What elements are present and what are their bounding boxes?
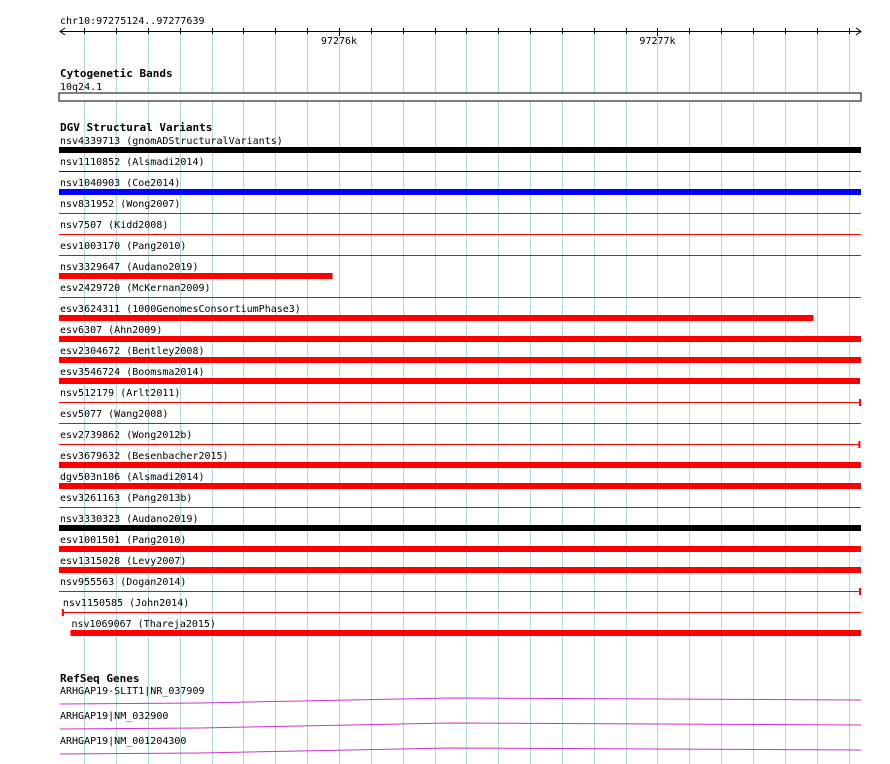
dgv-feature-bar[interactable] xyxy=(70,630,861,636)
dgv-feature-label: esv1001501 (Pang2010) xyxy=(60,535,187,546)
cytoband-label: 10q24.1 xyxy=(60,82,103,93)
dgv-feature[interactable] xyxy=(59,451,861,468)
dgv-feature[interactable] xyxy=(59,514,861,531)
dgv-feature-label: nsv955563 (Dogan2014) xyxy=(60,577,187,588)
dgv-feature[interactable] xyxy=(59,220,861,235)
dgv-feature[interactable] xyxy=(59,262,333,279)
dgv-feature-label: nsv4339713 (gnomADStructuralVariants) xyxy=(60,136,283,147)
dgv-features xyxy=(59,136,861,636)
dgv-feature-bar[interactable] xyxy=(59,525,861,531)
dgv-feature-bar[interactable] xyxy=(59,483,861,489)
dgv-feature-bar[interactable] xyxy=(59,378,860,384)
ruler-tick-label: 97277k xyxy=(639,36,676,47)
refseq-track-title: RefSeq Genes xyxy=(60,672,140,685)
dgv-feature[interactable] xyxy=(59,304,814,321)
dgv-feature-label: esv6307 (Ahn2009) xyxy=(60,325,163,336)
cytoband-track-title: Cytogenetic Bands xyxy=(60,67,173,80)
locus-label: chr10:97275124..97277639 xyxy=(60,16,205,27)
dgv-feature-bar[interactable] xyxy=(59,357,861,363)
dgv-feature[interactable] xyxy=(59,346,861,363)
dgv-feature[interactable] xyxy=(59,577,860,595)
dgv-feature-label: esv1003170 (Pang2010) xyxy=(60,241,187,252)
dgv-feature-bar[interactable] xyxy=(59,546,861,552)
dgv-feature[interactable] xyxy=(59,178,861,195)
dgv-feature-bar[interactable] xyxy=(59,147,861,153)
dgv-feature-bar[interactable] xyxy=(59,315,814,321)
dgv-feature[interactable] xyxy=(59,535,861,552)
dgv-feature-label: esv2739862 (Wong2012b) xyxy=(60,430,193,441)
dgv-feature-label: nsv1150585 (John2014) xyxy=(62,598,190,609)
refseq-gene-label: ARHGAP19|NM_032900 xyxy=(60,711,169,722)
dgv-feature[interactable] xyxy=(59,199,861,214)
dgv-feature-label: esv1315028 (Levy2007) xyxy=(60,556,187,567)
dgv-feature-label: esv5077 (Wang2008) xyxy=(60,409,169,420)
dgv-feature-label: nsv7507 (Kidd2008) xyxy=(60,220,169,231)
refseq-gene-label: ARHGAP19|NM_001204300 xyxy=(60,736,187,747)
dgv-feature[interactable] xyxy=(59,283,861,298)
dgv-feature-label: esv3679632 (Besenbacher2015) xyxy=(60,451,229,462)
dgv-feature-label: esv3546724 (Boomsma2014) xyxy=(60,367,205,378)
dgv-feature[interactable] xyxy=(59,325,861,342)
dgv-feature-label: dgv503n106 (Alsmadi2014) xyxy=(60,472,205,483)
dgv-feature-label: nsv3329647 (Audano2019) xyxy=(60,262,199,273)
dgv-feature[interactable] xyxy=(70,619,861,636)
dgv-feature-label: esv3624311 (1000GenomesConsortiumPhase3) xyxy=(60,304,301,315)
dgv-feature-bar[interactable] xyxy=(59,336,861,342)
dgv-feature[interactable] xyxy=(59,241,861,256)
dgv-feature[interactable] xyxy=(59,409,861,424)
ruler-tick-label: 97276k xyxy=(320,36,358,47)
dgv-feature-bar[interactable] xyxy=(59,273,333,279)
dgv-feature-bar[interactable] xyxy=(59,567,861,573)
dgv-feature[interactable] xyxy=(59,493,861,508)
dgv-feature-label: nsv1069067 (Thareja2015) xyxy=(71,619,216,630)
dgv-feature[interactable] xyxy=(59,472,861,489)
dgv-feature[interactable] xyxy=(59,430,859,448)
refseq-gene-label: ARHGAP19-SLIT1|NR_037909 xyxy=(60,686,205,697)
dgv-feature[interactable] xyxy=(62,598,861,616)
dgv-feature[interactable] xyxy=(59,136,861,153)
dgv-feature[interactable] xyxy=(59,367,860,384)
dgv-track-title: DGV Structural Variants xyxy=(60,121,213,134)
dgv-feature-label: nsv512179 (Arlt2011) xyxy=(60,388,181,399)
dgv-feature-label: nsv1040903 (Coe2014) xyxy=(60,178,181,189)
dgv-feature-label: nsv1110852 (Alsmadi2014) xyxy=(60,157,205,168)
dgv-feature[interactable] xyxy=(59,157,861,172)
dgv-feature-label: esv2429720 (McKernan2009) xyxy=(60,283,211,294)
dgv-feature-bar[interactable] xyxy=(59,189,861,195)
dgv-feature-label: esv3261163 (Pang2013b) xyxy=(60,493,193,504)
dgv-feature[interactable] xyxy=(59,556,861,573)
cytoband-bar xyxy=(59,93,861,101)
dgv-feature-label: nsv3330323 (Audano2019) xyxy=(60,514,199,525)
dgv-feature-label: nsv831952 (Wong2007) xyxy=(60,199,181,210)
dgv-feature-bar[interactable] xyxy=(59,462,861,468)
dgv-feature-label: esv2304672 (Bentley2008) xyxy=(60,346,205,357)
dgv-feature[interactable] xyxy=(59,388,860,406)
